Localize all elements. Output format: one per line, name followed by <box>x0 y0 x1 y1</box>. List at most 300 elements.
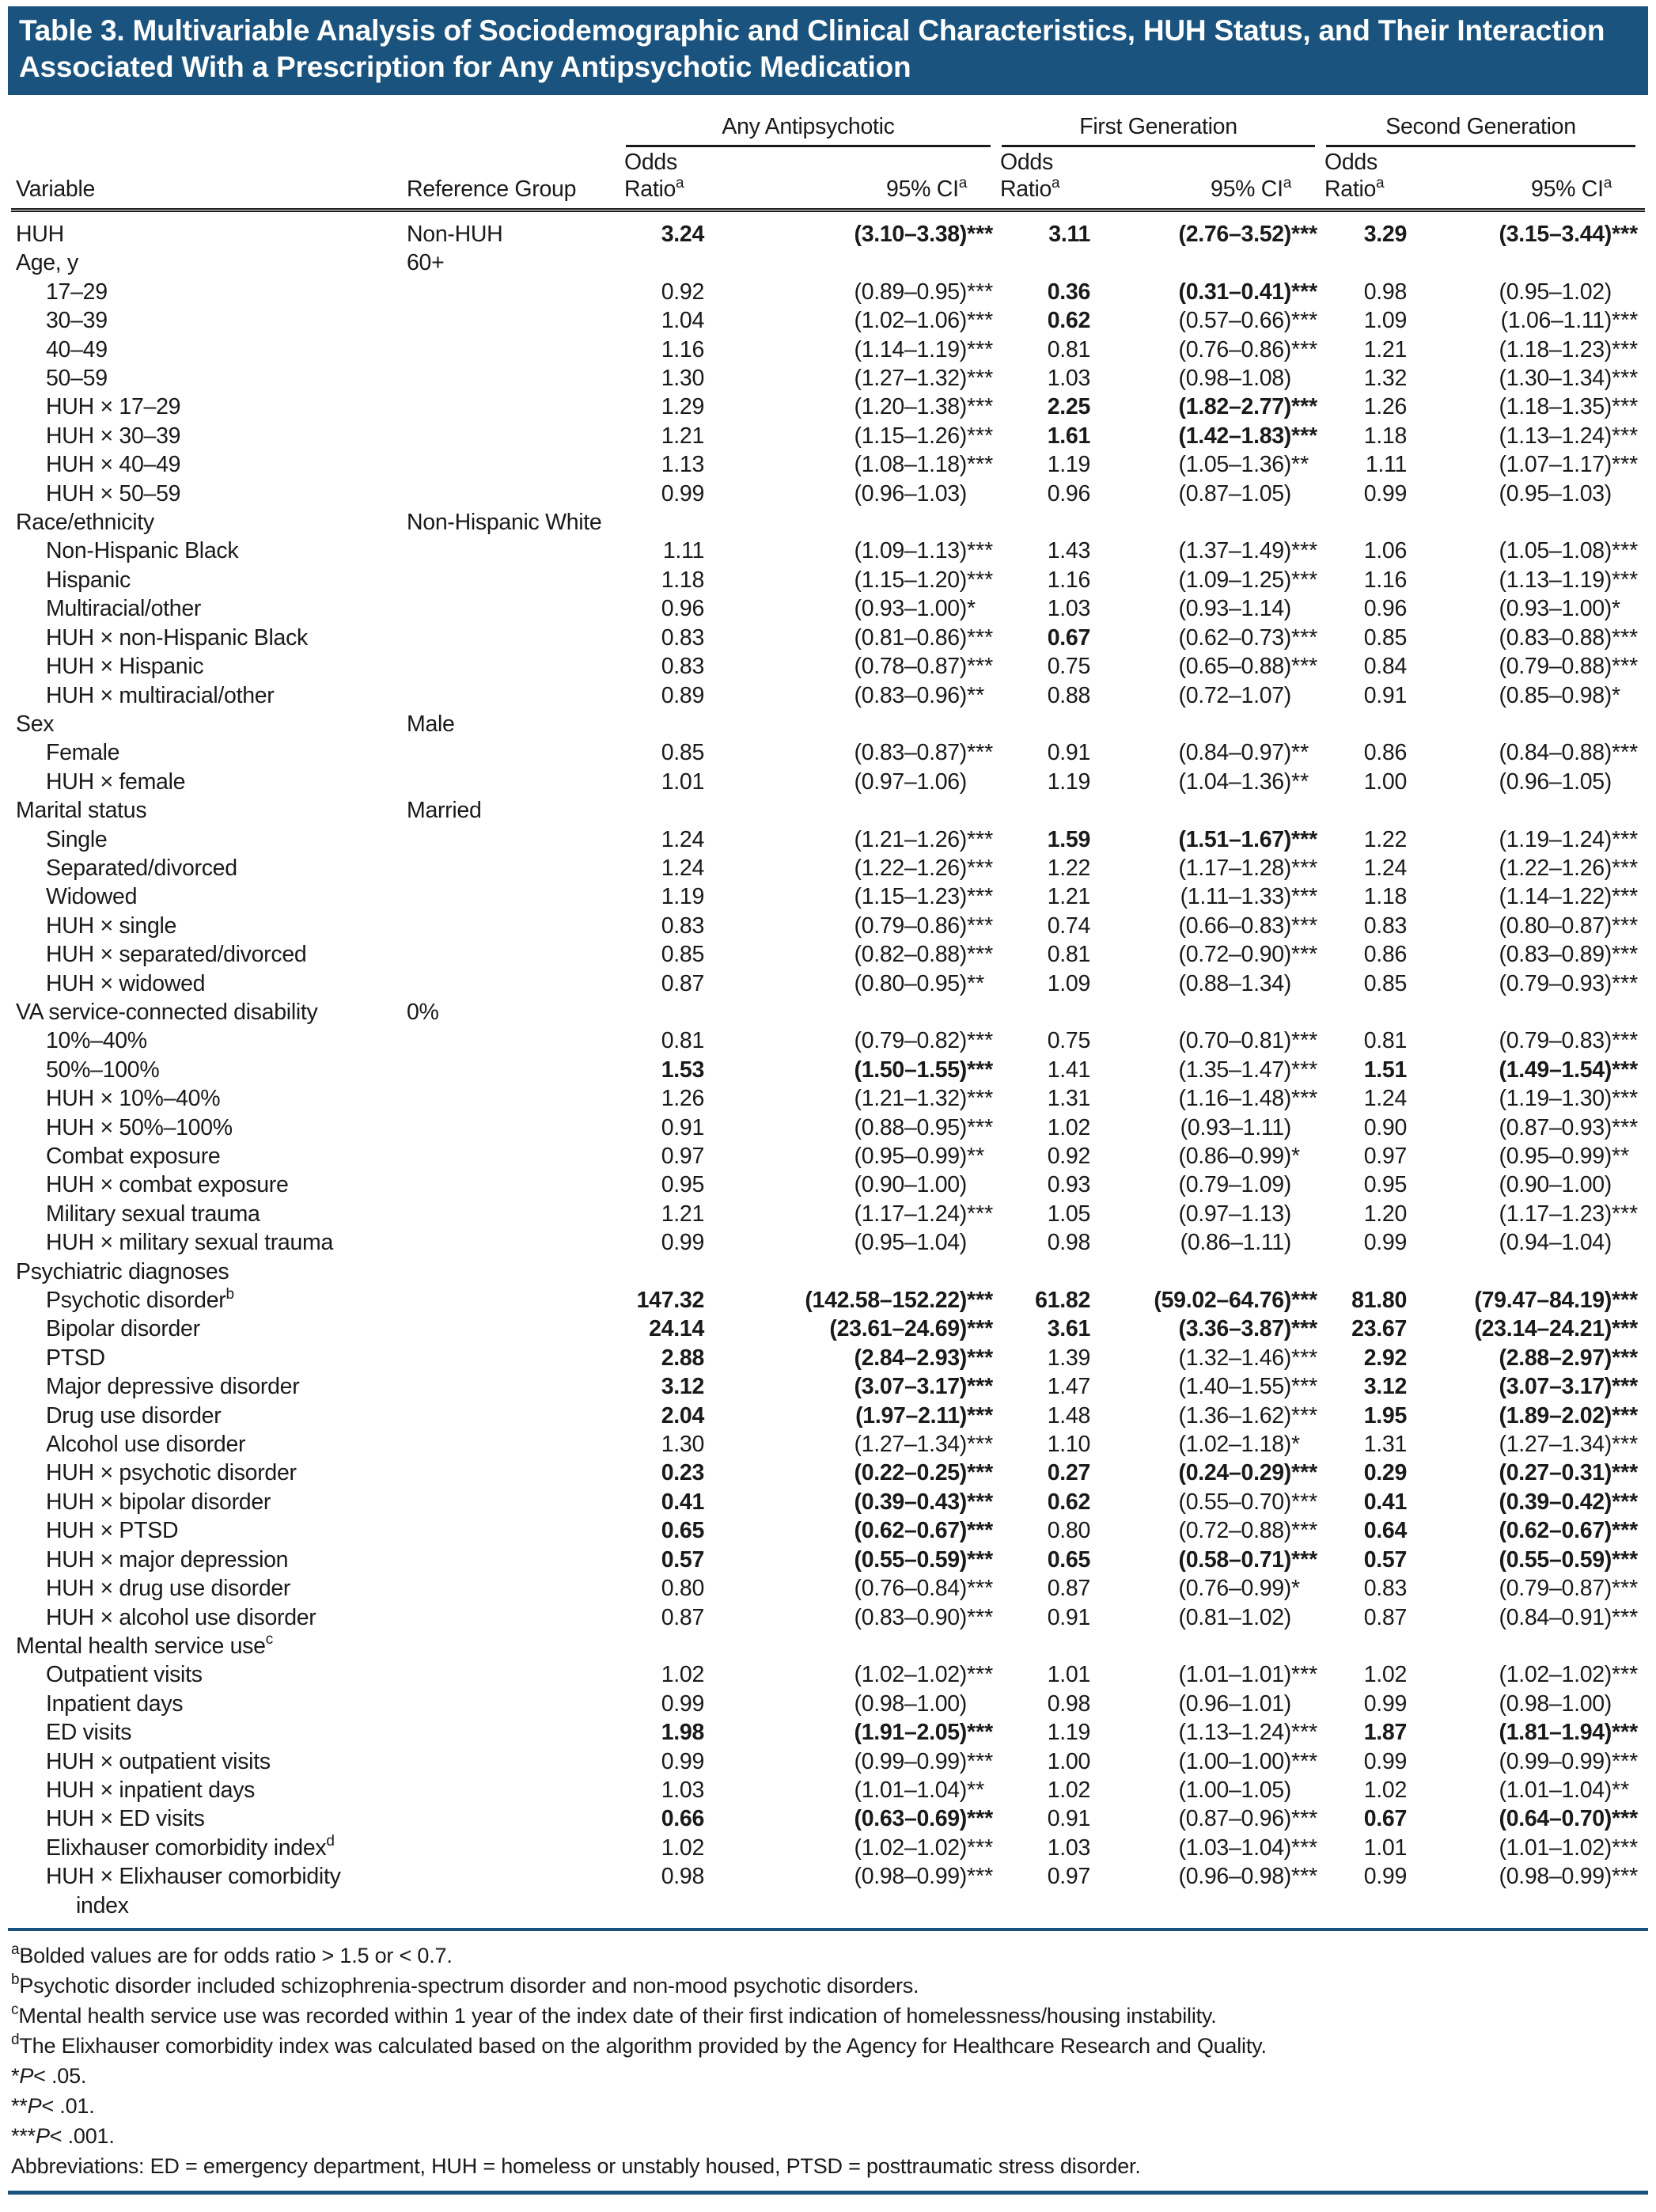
variable-label: HUH × Elixhauser comorbidity index <box>46 1864 341 1918</box>
cell-ci <box>715 1315 1000 1343</box>
odds-ratio-value: 1.20 <box>1363 1201 1407 1227</box>
cell-reference-group <box>407 364 624 393</box>
ci-value: (1.03–1.04) <box>1178 1834 1291 1861</box>
cell-ci <box>1418 1430 1645 1459</box>
cell-variable <box>11 624 407 652</box>
footnote-marker: b <box>11 1971 20 1988</box>
cell-odds-ratio <box>1000 1632 1101 1660</box>
cell-odds-ratio <box>624 1026 715 1055</box>
cell-odds-ratio <box>1000 1084 1101 1113</box>
odds-ratio-value: 0.91 <box>1047 740 1090 766</box>
cell-odds-ratio <box>624 508 715 537</box>
cell-ci <box>715 1603 1000 1632</box>
ci-value: (0.62–0.67) <box>1499 1518 1612 1544</box>
cell-odds-ratio <box>1324 1834 1418 1862</box>
odds-ratio-value: 1.59 <box>1047 826 1090 852</box>
odds-ratio-value: 1.21 <box>661 1201 704 1227</box>
variable-label: HUH × female <box>46 768 186 795</box>
significance-stars: *** <box>967 1460 994 1486</box>
cell-reference-group <box>407 652 624 681</box>
cell-ci <box>1101 624 1324 652</box>
cell-odds-ratio <box>1000 336 1101 364</box>
cell-variable <box>11 1402 407 1430</box>
variable-label: Outpatient visits <box>46 1662 203 1688</box>
table-row <box>11 508 1645 537</box>
cell-odds-ratio <box>1000 912 1101 940</box>
table-row <box>11 566 1645 594</box>
ci-value: (0.83–0.90) <box>854 1604 967 1630</box>
table-row <box>11 1056 1645 1084</box>
significance-stars: *** <box>1612 1316 1639 1342</box>
odds-ratio-value: 1.24 <box>1363 855 1407 881</box>
significance-stars: *** <box>1612 1460 1639 1486</box>
odds-ratio-value: 147.32 <box>636 1288 704 1314</box>
cell-odds-ratio <box>624 1718 715 1747</box>
ci-value: (1.19–1.30) <box>1499 1086 1612 1112</box>
significance-stars: *** <box>1612 1201 1639 1227</box>
table-row <box>11 768 1645 796</box>
variable-label: Psychotic disorder$^b$ <box>46 1285 234 1314</box>
cell-odds-ratio <box>1324 537 1418 565</box>
ci-value: (79.47–84.19) <box>1474 1288 1612 1314</box>
cell-ci <box>715 1114 1000 1142</box>
odds-ratio-value: 1.03 <box>1047 366 1090 392</box>
cell-reference-group <box>407 1084 624 1113</box>
p-symbol: P <box>19 2063 34 2088</box>
variable-label: Drug use disorder <box>46 1402 222 1429</box>
cell-ci <box>715 1258 1000 1286</box>
cell-odds-ratio <box>1324 1228 1418 1257</box>
cell-reference-group: Married <box>407 798 482 824</box>
significance-stars: *** <box>1291 222 1318 247</box>
cell-odds-ratio <box>1324 1315 1418 1343</box>
ci-value: (0.55–0.59) <box>854 1546 967 1573</box>
table-row <box>11 1372 1645 1401</box>
cell-ci <box>1418 624 1645 652</box>
odds-ratio-value: 0.83 <box>661 654 704 680</box>
cell-ci <box>1418 1516 1645 1545</box>
ci-value: (0.95–0.99) <box>1499 1144 1612 1169</box>
cell-ci <box>715 738 1000 767</box>
variable-label: HUH × separated/divorced <box>46 942 307 968</box>
cell-odds-ratio <box>1000 1862 1101 1920</box>
significance-stars: *** <box>1291 1316 1318 1342</box>
cell-ci <box>1418 1142 1645 1171</box>
cell-reference-group <box>407 1026 624 1055</box>
odds-ratio-value: 0.99 <box>1363 1864 1407 1890</box>
cell-ci <box>1101 1026 1324 1055</box>
cell-variable <box>11 854 407 882</box>
odds-ratio-value: 0.98 <box>1363 279 1407 305</box>
cell-odds-ratio <box>1000 1660 1101 1689</box>
variable-label: Separated/divorced <box>46 855 237 881</box>
cell-ci <box>1418 1747 1645 1776</box>
odds-ratio-value: 0.41 <box>1363 1489 1407 1515</box>
cell-reference-group <box>407 1574 624 1603</box>
variable-label: HUH × non-Hispanic Black <box>46 624 308 651</box>
cell-odds-ratio <box>624 681 715 710</box>
cell-variable <box>11 422 407 450</box>
ci-value: (1.17–1.23) <box>1499 1201 1612 1227</box>
significance-stars: *** <box>1612 308 1639 334</box>
cell-ci <box>1101 1459 1324 1487</box>
significance-stars: * <box>1291 1432 1301 1458</box>
cell-ci <box>1418 1776 1645 1804</box>
cell-odds-ratio <box>624 1862 715 1920</box>
cell-variable <box>11 1056 407 1084</box>
cell-ci <box>715 1488 1000 1516</box>
ci-value: (0.27–0.31) <box>1499 1460 1612 1486</box>
cell-odds-ratio <box>624 912 715 940</box>
cell-odds-ratio <box>1324 1718 1418 1747</box>
cell-ci <box>715 1200 1000 1228</box>
cell-ci <box>1418 278 1645 306</box>
significance-stars: *** <box>967 308 994 334</box>
cell-odds-ratio <box>624 450 715 479</box>
significance-stars: *** <box>1291 1460 1318 1486</box>
ci-value: (0.98–1.00) <box>854 1690 967 1717</box>
cell-ci <box>715 710 1000 738</box>
cell-ci <box>1101 1228 1324 1257</box>
footnote-marker: d <box>326 1833 335 1850</box>
odds-ratio-value: 1.31 <box>1047 1086 1090 1112</box>
ci-value: (0.90–1.00) <box>1499 1172 1612 1198</box>
significance-stars: *** <box>967 1316 994 1342</box>
cell-odds-ratio <box>1324 710 1418 738</box>
odds-ratio-value: 0.90 <box>1363 1114 1407 1140</box>
variable-label: Major depressive disorder <box>46 1374 300 1400</box>
table-row <box>11 594 1645 623</box>
ci-value: (0.57–0.66) <box>1178 308 1291 334</box>
ci-value: (0.93–1.00) <box>854 596 967 622</box>
odds-ratio-value: 0.91 <box>661 1114 704 1140</box>
odds-ratio-value: 0.81 <box>1047 942 1090 968</box>
variable-label: Non-Hispanic Black <box>46 538 239 564</box>
odds-ratio-value: 0.87 <box>661 1604 704 1630</box>
variable-label: 50%–100% <box>46 1057 160 1083</box>
odds-ratio-value: 0.85 <box>661 740 704 766</box>
significance-stars: ** <box>1291 452 1309 478</box>
cell-reference-group <box>407 1632 624 1660</box>
col-header-odds-ratio: Odds Ratio$^a$ <box>624 149 715 211</box>
footnote: *P< .05. <box>11 2063 87 2088</box>
cell-odds-ratio <box>624 1747 715 1776</box>
ci-value: (1.22–1.26) <box>1499 855 1612 881</box>
table-row <box>11 1402 1645 1430</box>
cell-reference-group <box>407 1834 624 1862</box>
cell-odds-ratio <box>1324 768 1418 796</box>
table-row <box>11 1776 1645 1804</box>
table-row <box>11 1804 1645 1833</box>
significance-stars: *** <box>967 624 994 651</box>
odds-ratio-value: 1.16 <box>1047 567 1090 593</box>
cell-reference-group: Non-Hispanic White <box>407 510 602 536</box>
significance-stars: * <box>967 596 976 622</box>
odds-ratio-value: 1.30 <box>661 366 704 392</box>
odds-ratio-value: 1.24 <box>1363 1086 1407 1112</box>
variable-label: HUH × alcohol use disorder <box>46 1604 316 1630</box>
cell-ci <box>1418 998 1645 1026</box>
cell-ci <box>1101 336 1324 364</box>
cell-odds-ratio <box>1000 940 1101 969</box>
cell-odds-ratio <box>624 796 715 825</box>
ci-value: (2.88–2.97) <box>1499 1345 1612 1371</box>
odds-ratio-value: 1.22 <box>1363 826 1407 852</box>
significance-stars: *** <box>967 279 994 305</box>
significance-stars: *** <box>967 1662 994 1688</box>
odds-ratio-value: 0.74 <box>1047 912 1090 939</box>
significance-stars: *** <box>1612 1086 1639 1112</box>
cell-ci <box>1418 1114 1645 1142</box>
significance-stars: *** <box>1291 855 1318 881</box>
cell-odds-ratio <box>1324 1372 1418 1401</box>
p-symbol: P <box>27 2093 42 2118</box>
cell-ci <box>1101 1200 1324 1228</box>
table-row <box>11 998 1645 1026</box>
cell-ci <box>715 480 1000 508</box>
odds-ratio-value: 3.61 <box>1047 1316 1090 1342</box>
ci-value: (1.13–1.19) <box>1499 567 1612 593</box>
ci-value: (1.15–1.20) <box>854 567 967 593</box>
variable-label: Single <box>46 826 108 852</box>
odds-ratio-value: 2.92 <box>1363 1345 1407 1371</box>
ci-value: (0.79–0.87) <box>1499 1576 1612 1602</box>
footnote-marker: a <box>1283 174 1291 192</box>
cell-ci <box>715 1862 1000 1920</box>
significance-stars: * <box>1612 596 1621 622</box>
cell-odds-ratio <box>1324 1459 1418 1487</box>
cell-reference-group <box>407 1171 624 1199</box>
variable-label: HUH × bipolar disorder <box>46 1489 271 1515</box>
ci-value: (1.01–1.04) <box>1499 1777 1612 1803</box>
cell-odds-ratio <box>1000 624 1101 652</box>
divider-rule <box>8 1928 1648 1931</box>
odds-ratio-value: 0.64 <box>1363 1518 1407 1544</box>
cell-variable <box>11 1516 407 1545</box>
cell-reference-group <box>407 1488 624 1516</box>
odds-ratio-value: 0.92 <box>661 279 704 305</box>
variable-label: 40–49 <box>46 336 108 362</box>
significance-stars: *** <box>1612 1662 1639 1688</box>
ci-value: (0.95–1.03) <box>1499 480 1612 507</box>
cell-ci <box>1418 211 1645 249</box>
cell-ci <box>715 1084 1000 1113</box>
cell-odds-ratio <box>1324 450 1418 479</box>
cell-odds-ratio <box>1324 1084 1418 1113</box>
significance-stars: ** <box>967 1144 985 1169</box>
footnote-marker: a <box>1376 174 1385 192</box>
table-row <box>11 1142 1645 1171</box>
variable-label: Combat exposure <box>46 1144 221 1169</box>
table-row <box>11 1026 1645 1055</box>
cell-odds-ratio <box>624 1459 715 1487</box>
cell-variable <box>11 306 407 335</box>
group-header-second-generation <box>1324 114 1645 149</box>
cell-reference-group: Non-HUH <box>407 222 503 247</box>
cell-ci <box>1101 738 1324 767</box>
cell-ci <box>1418 738 1645 767</box>
significance-stars: *** <box>1291 308 1318 334</box>
ci-value: (0.55–0.70) <box>1178 1489 1291 1515</box>
odds-ratio-value: 0.67 <box>1047 624 1090 651</box>
ci-value: (1.02–1.02) <box>1499 1662 1612 1688</box>
odds-ratio-value: 1.22 <box>1047 855 1090 881</box>
cell-ci <box>1101 278 1324 306</box>
cell-reference-group <box>407 1516 624 1545</box>
cell-ci <box>715 1228 1000 1257</box>
footnote-marker: a <box>1603 174 1612 192</box>
ci-value: (1.01–1.01) <box>1178 1662 1291 1688</box>
significance-stars: *** <box>967 366 994 392</box>
odds-ratio-value: 1.19 <box>1047 768 1090 795</box>
significance-stars: *** <box>1291 1834 1318 1861</box>
cell-ci <box>1101 1344 1324 1372</box>
cell-odds-ratio <box>624 1056 715 1084</box>
significance-stars: *** <box>967 394 994 420</box>
cell-odds-ratio <box>624 1804 715 1833</box>
cell-ci <box>1418 537 1645 565</box>
cell-variable <box>11 998 407 1026</box>
ci-value: (0.86–0.99) <box>1178 1144 1291 1169</box>
cell-odds-ratio <box>1000 306 1101 335</box>
significance-stars: *** <box>967 423 994 449</box>
cell-reference-group <box>407 1430 624 1459</box>
significance-stars: *** <box>1612 1489 1639 1515</box>
significance-stars: *** <box>967 1402 994 1429</box>
cell-odds-ratio <box>624 393 715 421</box>
cell-ci <box>1101 393 1324 421</box>
cell-variable <box>11 1660 407 1689</box>
cell-ci <box>715 1574 1000 1603</box>
footnotes <box>11 1941 1645 2181</box>
cell-odds-ratio <box>1324 211 1418 249</box>
cell-odds-ratio <box>1000 738 1101 767</box>
ci-value: (0.55–0.59) <box>1499 1546 1612 1573</box>
odds-ratio-value: 0.99 <box>661 480 704 507</box>
cell-ci <box>1418 1660 1645 1689</box>
cell-odds-ratio <box>1000 1228 1101 1257</box>
cell-ci <box>1418 854 1645 882</box>
cell-ci <box>1101 1718 1324 1747</box>
cell-odds-ratio <box>624 1200 715 1228</box>
ci-value: (1.27–1.34) <box>1499 1432 1612 1458</box>
table-row <box>11 710 1645 738</box>
ci-value: (0.24–0.29) <box>1178 1460 1291 1486</box>
cell-odds-ratio <box>1324 1660 1418 1689</box>
table-row <box>11 1459 1645 1487</box>
cell-odds-ratio <box>1324 1574 1418 1603</box>
table-row <box>11 1718 1645 1747</box>
significance-stars: *** <box>1612 1576 1639 1602</box>
cell-ci <box>1418 480 1645 508</box>
footnote: ***P< .001. <box>11 2123 115 2148</box>
cell-ci <box>715 1804 1000 1833</box>
ci-value: (0.93–1.11) <box>1180 1114 1291 1140</box>
variable-label: HUH × multiracial/other <box>46 682 275 708</box>
odds-ratio-value: 1.13 <box>661 452 704 478</box>
ci-value: (1.13–1.24) <box>1178 1720 1291 1746</box>
cell-ci <box>715 393 1000 421</box>
cell-odds-ratio <box>624 1372 715 1401</box>
cell-odds-ratio <box>1000 1776 1101 1804</box>
table-row <box>11 1834 1645 1862</box>
odds-ratio-value: 0.83 <box>661 912 704 939</box>
cell-reference-group <box>407 306 624 335</box>
cell-odds-ratio <box>1324 1056 1418 1084</box>
significance-stars: *** <box>1612 1834 1639 1861</box>
cell-odds-ratio <box>1000 652 1101 681</box>
odds-ratio-value: 1.01 <box>661 768 704 795</box>
odds-ratio-value: 23.67 <box>1351 1316 1407 1342</box>
cell-ci <box>715 537 1000 565</box>
significance-stars: *** <box>967 942 994 968</box>
significance-stars: *** <box>1612 855 1639 881</box>
ci-value: (0.76–0.84) <box>854 1576 967 1602</box>
cell-reference-group <box>407 1372 624 1401</box>
odds-ratio-value: 0.99 <box>1363 480 1407 507</box>
cell-variable <box>11 710 407 738</box>
group-label: Second Generation <box>1326 114 1635 147</box>
odds-ratio-value: 3.29 <box>1363 222 1407 247</box>
odds-ratio-value: 3.12 <box>1363 1374 1407 1400</box>
odds-ratio-value: 0.84 <box>1363 654 1407 680</box>
ci-value: (0.87–0.96) <box>1178 1806 1291 1832</box>
odds-ratio-value: 0.88 <box>1047 682 1090 708</box>
table-row <box>11 1488 1645 1516</box>
variable-label: HUH × psychotic disorder <box>46 1460 297 1486</box>
ci-value: (0.93–1.14) <box>1178 596 1291 622</box>
table-row <box>11 1660 1645 1689</box>
ci-value: (0.76–0.99) <box>1178 1576 1291 1602</box>
variable-label: Elixhauser comorbidity index$^d$ <box>46 1833 335 1861</box>
odds-ratio-value: 0.87 <box>1047 1576 1090 1602</box>
footnote-marker: a <box>1052 174 1060 192</box>
cell-ci <box>715 1546 1000 1574</box>
significance-stars: *** <box>1612 1748 1639 1774</box>
odds-ratio-value: 1.18 <box>1363 884 1407 910</box>
table-row <box>11 940 1645 969</box>
odds-ratio-value: 1.26 <box>661 1086 704 1112</box>
odds-ratio-value: 1.00 <box>1047 1748 1090 1774</box>
cell-odds-ratio <box>624 1315 715 1343</box>
odds-ratio-value: 1.19 <box>1047 1720 1090 1746</box>
cell-ci <box>1101 1402 1324 1430</box>
group-header-first-generation <box>1000 114 1324 149</box>
cell-ci <box>1101 1546 1324 1574</box>
ci-value: (0.98–1.00) <box>1499 1690 1612 1717</box>
significance-stars: *** <box>967 740 994 766</box>
odds-ratio-value: 1.02 <box>661 1662 704 1688</box>
ci-value: (1.27–1.32) <box>854 366 967 392</box>
cell-ci <box>1418 1690 1645 1718</box>
ci-value: (0.99–0.99) <box>1499 1748 1612 1774</box>
cell-ci <box>1101 594 1324 623</box>
odds-ratio-value: 1.03 <box>1047 1834 1090 1861</box>
cell-reference-group <box>407 1862 624 1920</box>
variable-label: HUH × PTSD <box>46 1518 179 1544</box>
significance-stars: *** <box>1291 826 1318 852</box>
ci-value: (1.40–1.55) <box>1178 1374 1291 1400</box>
ci-value: (1.02–1.02) <box>854 1662 967 1688</box>
significance-stars: *** <box>1291 1374 1318 1400</box>
significance-stars: *** <box>1612 624 1639 651</box>
ci-value: (1.91–2.05) <box>854 1720 967 1746</box>
cell-ci <box>715 969 1000 998</box>
footnote-marker: c <box>265 1631 273 1649</box>
cell-ci <box>1101 1603 1324 1632</box>
cell-reference-group <box>407 912 624 940</box>
significance-stars: *** <box>967 1864 994 1890</box>
